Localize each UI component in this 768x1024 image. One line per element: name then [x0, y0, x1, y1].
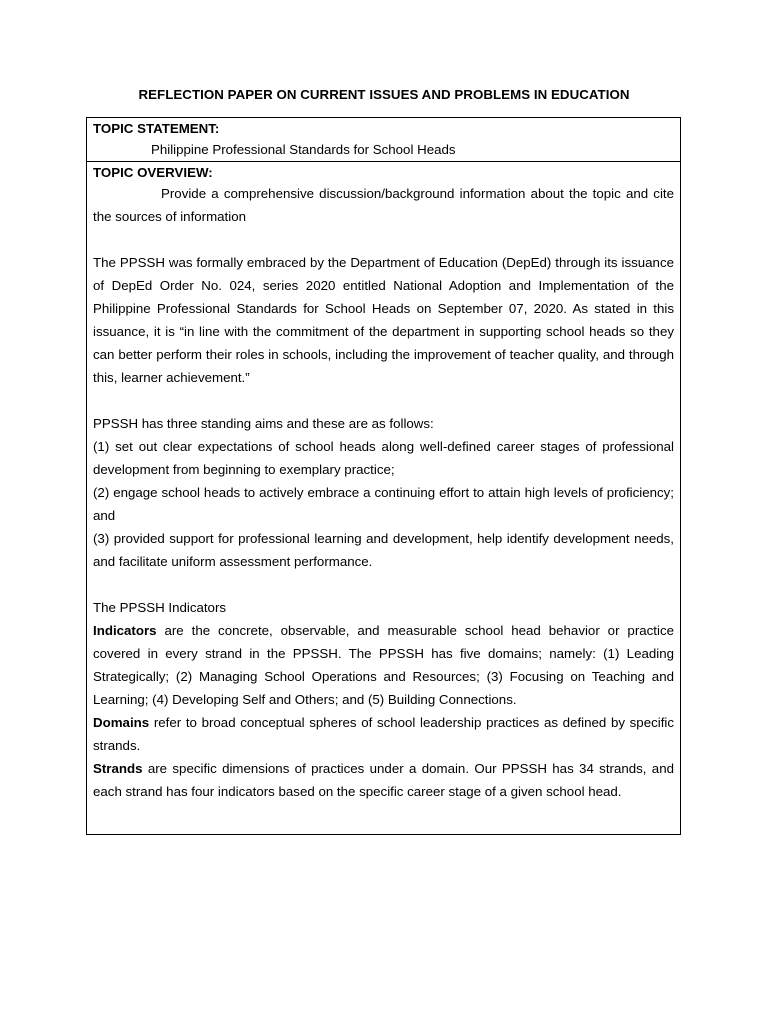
topic-statement-text: Philippine Professional Standards for School Heads: [151, 142, 456, 157]
aims-intro: PPSSH has three standing aims and these are as follows:: [93, 416, 434, 431]
aim-item-1: (1) set out clear expectations of school heads along well-defined career stages of professional development from beginning to exemplary practice;: [93, 439, 674, 477]
indicators-heading: The PPSSH Indicators: [93, 600, 227, 615]
spacer: [93, 573, 674, 596]
indicators-text: are the concrete, observable, and measurable school head behavior or practice covered in every strand in the PPSSH. The PPSSH has five domains; namely: (1) Leading Strategically; (2) Managing School Operations and Resources; (3) Focusing on Teaching and Learning; (4) Developing Self and Others; and (5) Building Connections.: [93, 623, 674, 707]
topic-statement-label: TOPIC STATEMENT:: [93, 121, 220, 136]
domains-text: refer to broad conceptual spheres of school leadership practices as defined by specific strands.: [93, 715, 674, 753]
indicators-definition: [93, 619, 674, 711]
aim-item-2: (2) engage school heads to actively embrace a continuing effort to attain high levels of proficiency; and: [93, 485, 674, 523]
topic-statement-box: [86, 117, 681, 162]
overview-paragraph-1: The PPSSH was formally embraced by the Department of Education (DepEd) through its issuance of DepEd Order No. 024, series 2020 entitled National Adoption and Implementation of the Philippine Professional Standards for School Heads on September 07, 2020. As stated in this issuance, it is “in line with the commitment of the department in supporting school heads so they can better perform their roles in schools, including the improvement of teacher quality, and through this, learner achievement.”: [93, 255, 674, 385]
domains-definition: [93, 711, 674, 757]
indicators-term: Indicators: [93, 623, 157, 638]
strands-text: are specific dimensions of practices under a domain. Our PPSSH has 34 strands, and each strand has four indicators based on the specific career stage of a given school head.: [93, 761, 674, 799]
aim-item-3: (3) provided support for professional learning and development, help identify development needs, and facilitate uniform assessment performance.: [93, 531, 674, 569]
topic-overview-label: TOPIC OVERVIEW:: [93, 165, 213, 180]
spacer: [93, 228, 674, 251]
domains-term: Domains: [93, 715, 150, 730]
strands-definition: [93, 757, 674, 803]
topic-overview-box: [86, 161, 681, 835]
overview-instruction: Provide a comprehensive discussion/background information about the topic and cite the sources of information: [93, 186, 674, 224]
spacer: [93, 389, 674, 412]
strands-term: Strands: [93, 761, 143, 776]
page-title: REFLECTION PAPER ON CURRENT ISSUES AND PROBLEMS IN EDUCATION: [138, 87, 630, 102]
